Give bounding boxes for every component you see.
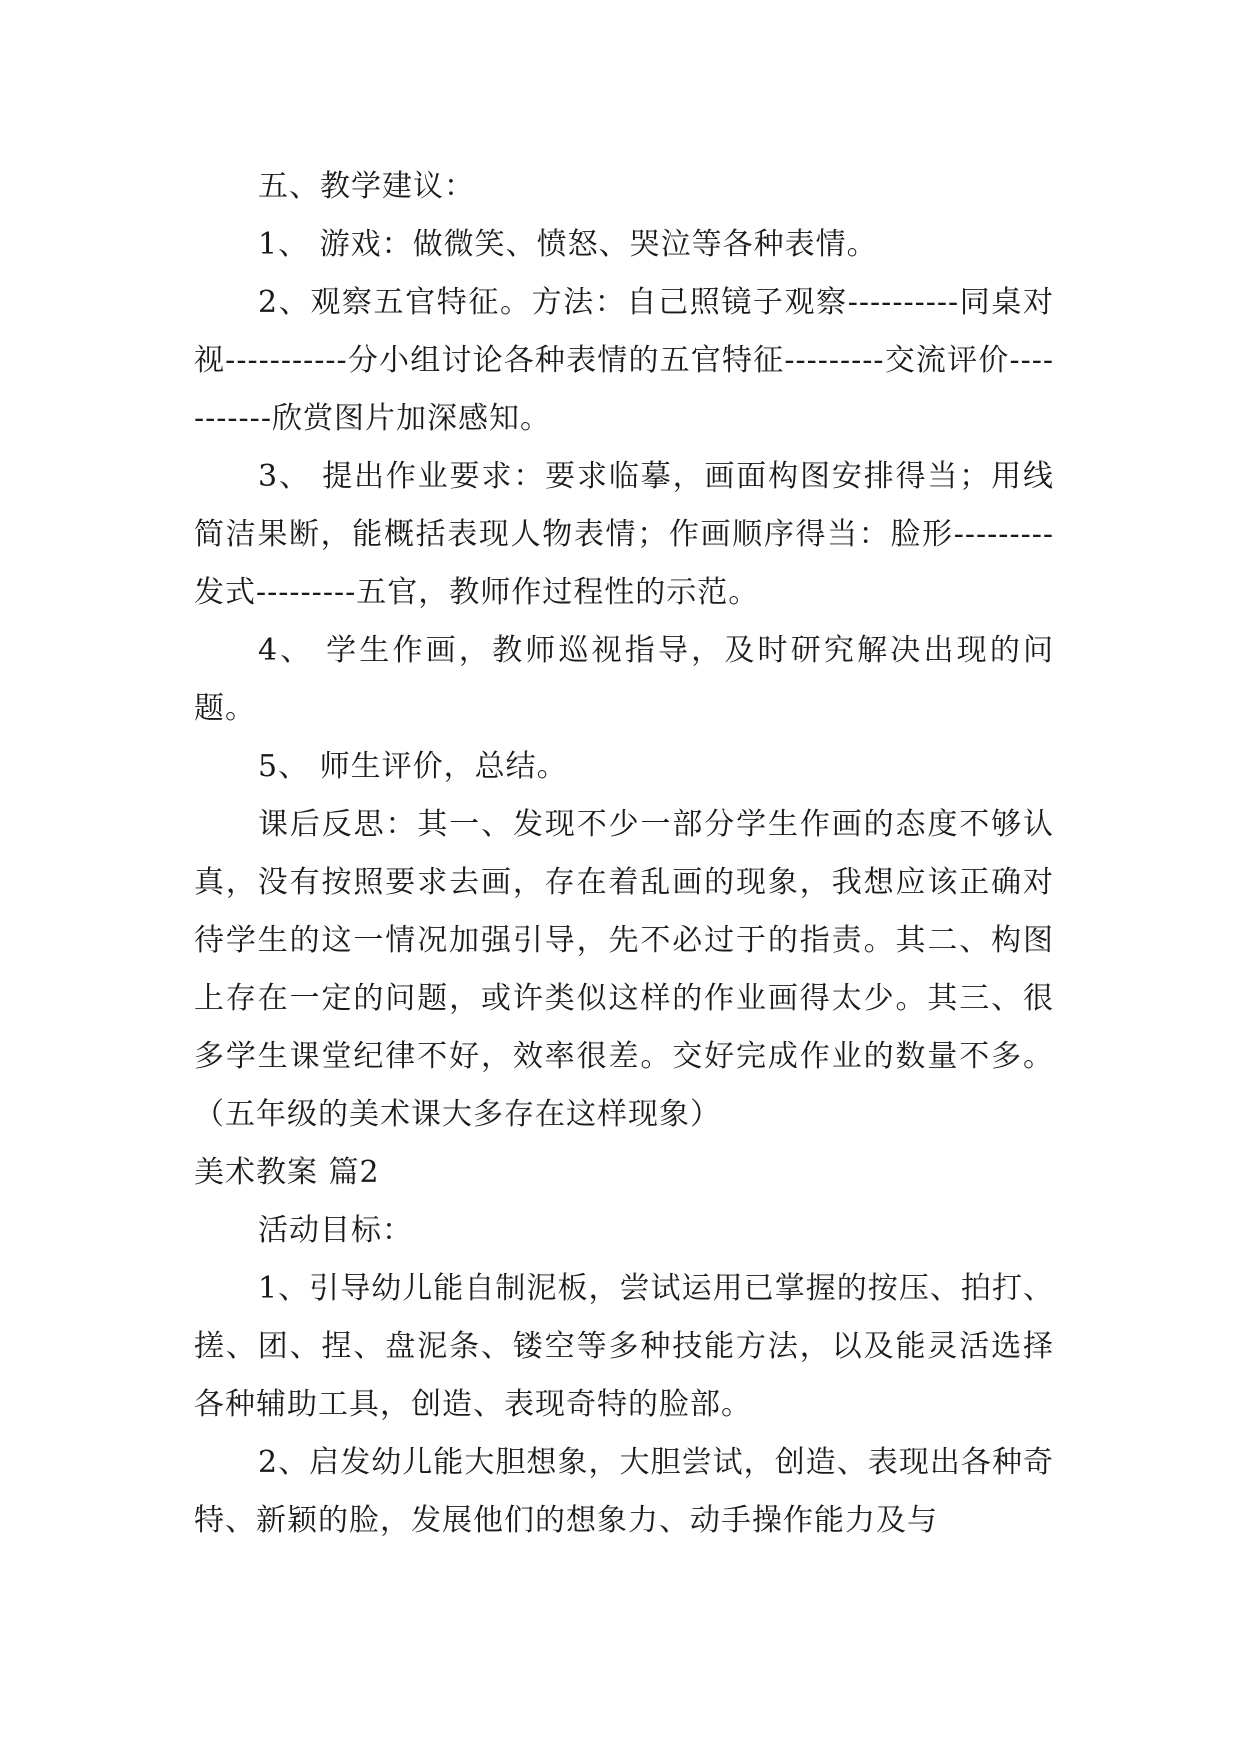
activity-goal-2: 2、启发幼儿能大胆想象，大胆尝试，创造、表现出各种奇特、新颖的脸，发展他们的想象力、动手操作能力及与 xyxy=(194,1445,1054,1538)
suggestion-item-5: 5、 师生评价，总结。 xyxy=(258,749,568,784)
section-title-lesson-2: 美术教案 篇2 xyxy=(194,1155,380,1190)
document-body xyxy=(194,158,1054,1550)
after-class-reflection: 课后反思：其一、发现不少一部分学生作画的态度不够认真，没有按照要求去画，存在着乱画的现象，我想应该正确对待学生的这一情况加强引导，先不必过于的指责。其二、构图上存在一定的问题，或许类似这样的作业画得太少。其三、很多学生课堂纪律不好，效率很差。交好完成作业的数量不多。（五年级的美术课大多存在这样现象） xyxy=(194,807,1054,1132)
suggestion-item-1: 1、 游戏：做微笑、愤怒、哭泣等各种表情。 xyxy=(258,227,878,262)
suggestion-item-2: 2、观察五官特征。方法：自己照镜子观察----------同桌对视-----------分小组讨论各种表情的五官特征---------交流评价-----------欣赏图片加深感知。 xyxy=(194,285,1054,436)
section-heading-teaching-suggestions: 五、教学建议： xyxy=(258,169,475,204)
activity-goals-heading: 活动目标： xyxy=(258,1213,413,1248)
activity-goal-1: 1、引导幼儿能自制泥板，尝试运用已掌握的按压、拍打、搓、团、捏、盘泥条、镂空等多种技能方法，以及能灵活选择各种辅助工具，创造、表现奇特的脸部。 xyxy=(194,1271,1054,1422)
suggestion-item-4: 4、 学生作画，教师巡视指导，及时研究解决出现的问题。 xyxy=(194,633,1054,726)
suggestion-item-3: 3、 提出作业要求：要求临摹，画面构图安排得当；用线简洁果断，能概括表现人物表情；作画顺序得当：脸形---------发式---------五官，教师作过程性的示范。 xyxy=(194,459,1054,610)
